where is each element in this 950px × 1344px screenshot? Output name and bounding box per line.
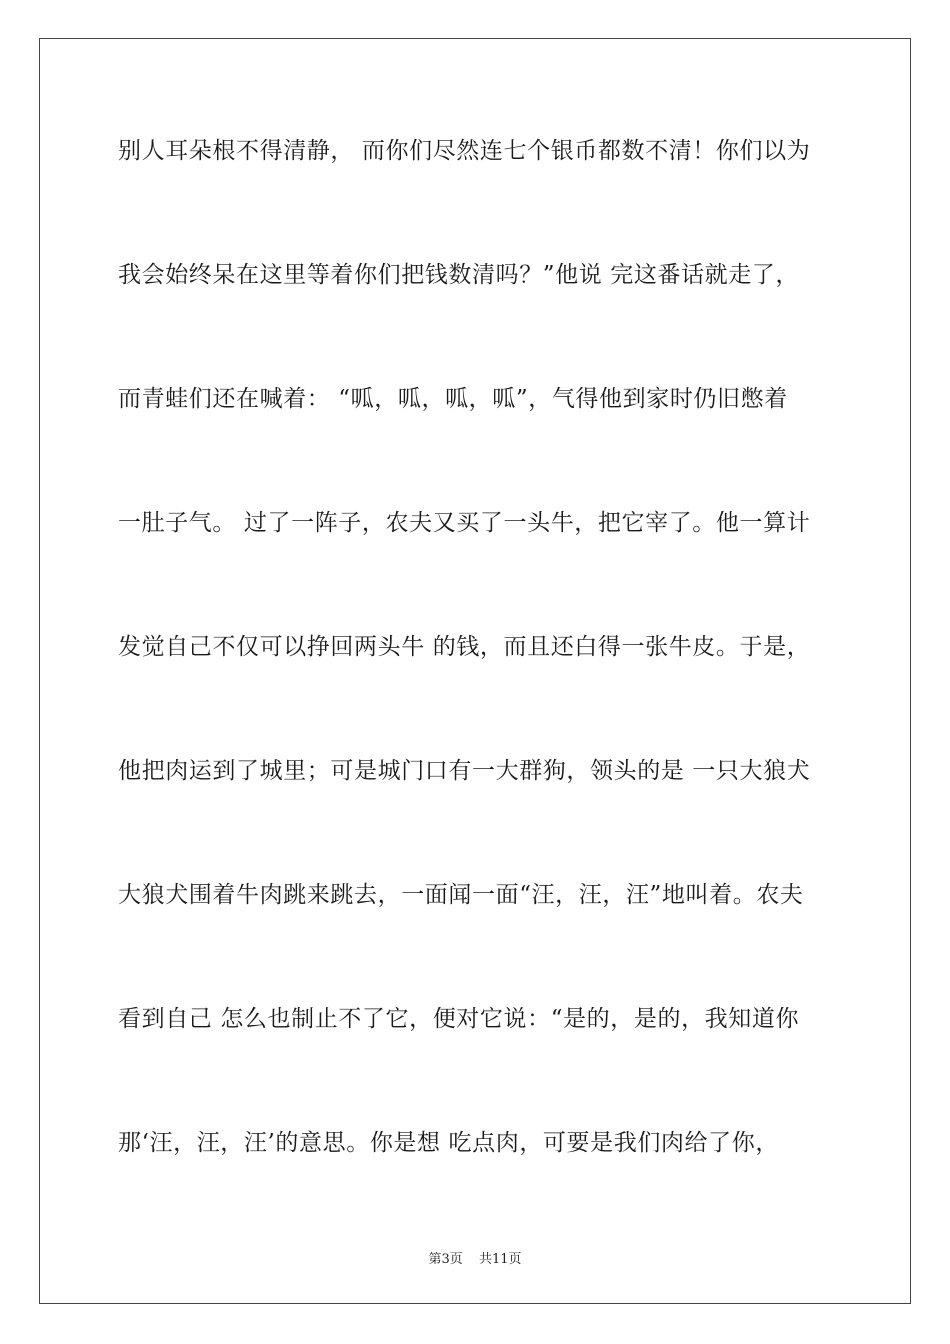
text-line: 发觉自己不仅可以挣回两头牛 的钱，而且还白得一张牛皮。于是， <box>118 634 811 660</box>
text-line: 一肚子气。 过了一阵子，农夫又买了一头牛，把它宰了。他一算计 <box>118 510 811 536</box>
text-line: 而青蛙们还在喊着： “呱，呱，呱，呱”，气得他到家时仍旧憋着 <box>118 386 788 412</box>
text-line: 别人耳朵根不得清静， 而你们尽然连七个银币都数不清！你们以为 <box>118 138 811 164</box>
text-line: 他把肉运到了城里；可是城门口有一大群狗，领头的是 一只大狼犬 <box>118 758 811 784</box>
text-line: 那‘汪，汪，汪’的意思。你是想 吃点肉，可要是我们肉给了你， <box>118 1130 779 1156</box>
document-body <box>118 130 830 1246</box>
text-line: 看到自己 怎么也制止不了它，便对它说：“是的，是的，我知道你 <box>118 1006 800 1032</box>
text-line: 我会始终呆在这里等着你们把钱数清吗？”他说 完这番话就走了， <box>118 262 800 288</box>
page-footer <box>0 1248 950 1267</box>
page-total: 共11页 <box>478 1252 522 1267</box>
text-line: 大狼犬围着牛肉跳来跳去，一面闻一面“汪，汪，汪”地叫着。农夫 <box>118 882 804 908</box>
page-number: 第3页 <box>428 1252 463 1267</box>
